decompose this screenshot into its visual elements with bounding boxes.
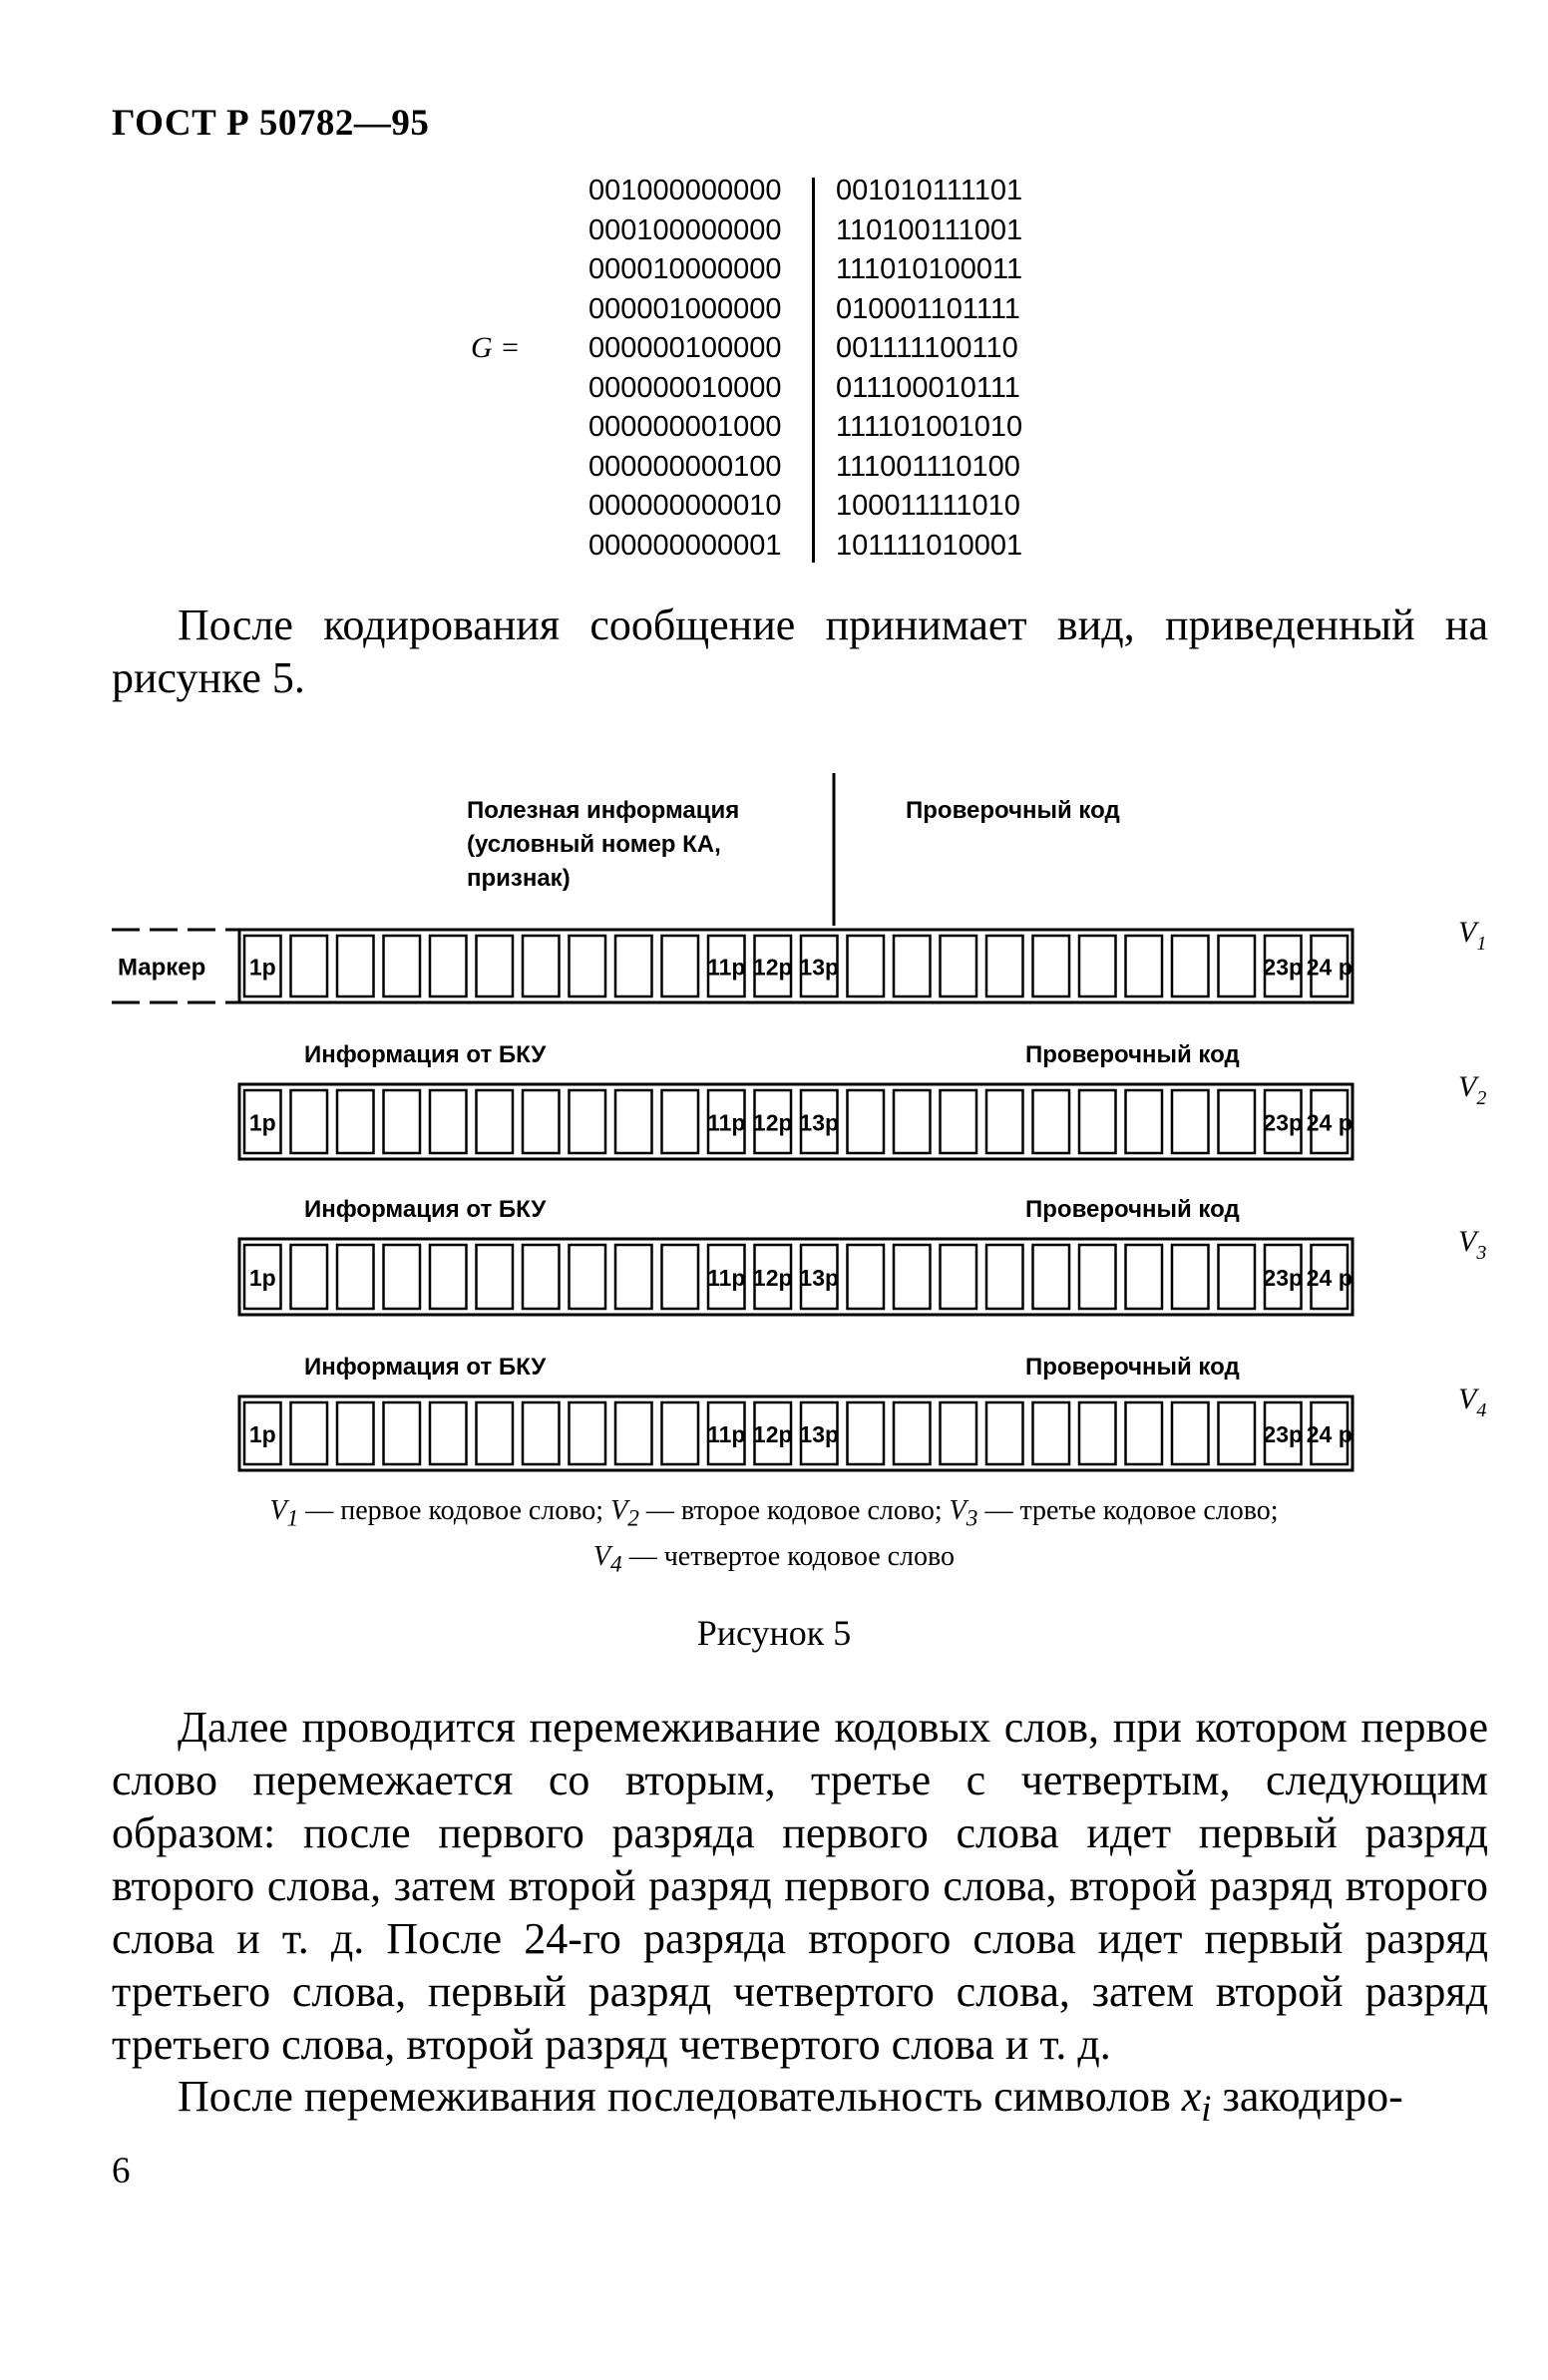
check-code-header: Проверочный код [906,797,1120,824]
bit-cell [1172,936,1209,996]
bit-cell [291,1245,328,1309]
caption-subscript: 2 [627,1505,639,1532]
codeword-label: $V_1$ [1458,916,1487,955]
matrix-identity-part [588,172,782,566]
bit-cell-label: 24 р [1306,1109,1353,1136]
matrix-row: 001111100110 [836,332,1018,364]
matrix-row: 000000100000 [588,332,782,364]
bit-cell [662,1402,699,1464]
bit-cell [1079,936,1116,996]
bit-cell [662,936,699,996]
bit-cell [1126,1245,1163,1309]
bit-cell [570,1245,606,1309]
bit-cell [1219,1090,1256,1153]
bit-cell [337,1090,374,1153]
bit-cell-label: 13р [799,1109,840,1136]
document-header: ГОСТ Р 50782—95 [112,103,430,144]
marker-label: Маркер [118,954,206,982]
caption-line-2 [0,1538,1548,1584]
caption-symbol: V [592,1540,611,1572]
matrix-row: 001000000000 [588,175,782,206]
bit-cell-label: 24 р [1306,1421,1353,1447]
bit-cell [430,1402,467,1464]
bit-cell-label: 1р [248,954,276,981]
matrix-row: 100011111010 [836,490,1020,522]
bit-cell-label: 13р [799,954,840,981]
bit-cell [615,1402,652,1464]
bit-cell [477,1245,514,1309]
info-label: Информация от БКУ [304,1196,547,1223]
bit-cell-label: 24 р [1306,954,1353,981]
bit-cell-label: 11р [707,954,746,981]
bit-cell-label: 13р [799,1265,840,1291]
bit-cell [1219,936,1256,996]
bit-cell-label: 1р [248,1109,276,1136]
bit-cell [1033,1402,1070,1464]
bit-cell-label: 12р [752,954,793,981]
bit-cell [570,936,606,996]
caption-text: — третье кодовое слово; [977,1495,1279,1526]
caption-subscript: 4 [610,1551,622,1578]
payload-header-line: Полезная информация [467,797,740,824]
paragraph-intro: После кодирования сообщение принимает вид, приведенный на рисунке 5. [112,600,1488,702]
bit-cell [1172,1245,1209,1309]
payload-header-line: признак) [467,865,571,892]
figure-caption [0,1492,1548,1583]
matrix-row: 000100000000 [588,213,782,246]
bit-cell [848,1245,885,1309]
bit-cell [384,1245,421,1309]
bit-cell [986,936,1023,996]
caption-text: — четвертое кодовое слово [621,1540,956,1572]
bit-cell [337,1245,374,1309]
matrix-row: 110100111001 [836,213,1023,246]
info-label: Информация от БКУ [304,1354,547,1381]
bit-cell [384,936,421,996]
matrix-row: 111001110100 [836,450,1020,483]
matrix-row: 111101001010 [836,411,1023,443]
bit-cell [894,1245,931,1309]
bit-cell [477,936,514,996]
bit-cell-label: 11р [707,1421,746,1447]
bit-cell-label: 12р [752,1421,793,1447]
bit-cell [384,1402,421,1464]
paragraph-text: закодиро- [1211,2072,1403,2121]
bit-cell-label: 24 р [1306,1265,1353,1291]
bit-cell-label: 11р [707,1265,746,1291]
bit-cell-label: 23р [1263,1109,1304,1136]
bit-cell [337,936,374,996]
caption-symbol: V [610,1495,628,1526]
bit-cell [1079,1090,1116,1153]
paragraph-interleaving: Далее проводится перемеживание кодовых слов, при котором первое слово перемежается со вторым, третье с четвертым, следующим образом: после первого разряда первого слова идет первый разряд второго слова, затем второй разряд первого слова, второй разряд второго слова и т. д. После 24-го разряда второго слова идет первый разряд третьего слова, первый разряд четвертого слова, затем второй разряд третьего слова, второй разряд четвертого слова и т. д. [112,1703,1488,2069]
bit-cell [570,1402,606,1464]
bit-cell [1033,936,1070,996]
figure-5-diagram [0,758,1548,1586]
figure-title: Рисунок 5 [696,1613,852,1653]
bit-cell [848,1090,885,1153]
bit-cell [1219,1402,1256,1464]
codeword-label: $V_2$ [1458,1070,1487,1109]
matrix-label: G = [471,331,521,364]
bit-cell [848,936,885,996]
matrix-row: 011100010111 [836,371,1020,404]
payload-header-line: (условный номер КА, [467,831,721,858]
codeword-frame [239,1396,1353,1470]
symbol-x: x [1181,2072,1202,2121]
bit-cell [384,1090,421,1153]
matrix-divider [812,178,815,563]
bit-cell [941,1402,977,1464]
bit-cell [986,1245,1023,1309]
matrix-row: 000010000000 [588,253,782,285]
info-label: Информация от БКУ [304,1041,547,1068]
bit-cell [1079,1245,1116,1309]
codeword-label: $V_4$ [1458,1383,1487,1421]
matrix-parity-part [836,172,1022,566]
bit-cell-label: 23р [1263,1265,1304,1291]
bit-cell [1172,1090,1209,1153]
bit-cell [523,1245,560,1309]
bit-cell [894,936,931,996]
bit-cell [337,1402,374,1464]
bit-cell [615,936,652,996]
bit-cell [615,1245,652,1309]
matrix-row: 000000000001 [588,529,782,562]
bit-cell-label: 12р [752,1109,793,1136]
caption-text: — второе кодовое слово; [638,1495,950,1526]
codeword-label: $V_3$ [1458,1225,1487,1264]
bit-cell [662,1245,699,1309]
bit-cell [941,936,977,996]
bit-cell [430,1090,467,1153]
matrix-row: 000000001000 [588,411,782,443]
bit-cell [1079,1402,1116,1464]
bit-cell [570,1090,606,1153]
bit-cell [291,1402,328,1464]
matrix-row: 111010100011 [836,253,1023,285]
matrix-row: 101111010001 [836,529,1023,562]
caption-text: — первое кодовое слово; [298,1495,611,1526]
bit-cell [1219,1245,1256,1309]
bit-cell [986,1090,1023,1153]
bit-cell [523,936,560,996]
codeword-frame [239,1239,1353,1315]
bit-cell-label: 23р [1263,1421,1304,1447]
bit-cell-label: 11р [707,1109,746,1136]
bit-cell [430,1245,467,1309]
bit-cell [894,1402,931,1464]
codeword-frame [239,1084,1353,1159]
paragraph-text: После перемеживания последовательность символов [178,2072,1182,2121]
page-number: 6 [112,2151,131,2191]
bit-cell [1033,1245,1070,1309]
paragraph-continuation [112,2070,1488,2135]
check-code-label: Проверочный код [1025,1354,1240,1381]
bit-cell [941,1245,977,1309]
matrix-row: 000000000010 [588,490,782,522]
codeword-frame [239,930,1353,1002]
caption-subscript: 3 [966,1505,978,1532]
matrix-row: 001010111101 [836,175,1023,206]
bit-cell-label: 23р [1263,954,1304,981]
bit-cell [848,1402,885,1464]
check-code-label: Проверочный код [1025,1196,1240,1223]
bit-cell-label: 13р [799,1421,840,1447]
bit-cell [986,1402,1023,1464]
bit-cell [477,1402,514,1464]
bit-cell-label: 1р [248,1421,276,1447]
bit-cell [523,1402,560,1464]
check-code-label: Проверочный код [1025,1041,1240,1068]
bit-cell [430,936,467,996]
bit-cell [941,1090,977,1153]
bit-cell [523,1090,560,1153]
bit-cell [1172,1402,1209,1464]
bit-cell [894,1090,931,1153]
matrix-row: 000000010000 [588,371,782,404]
matrix-row: 010001101111 [836,292,1020,325]
bit-cell [477,1090,514,1153]
matrix-row: 000001000000 [588,292,782,325]
bit-cell [1126,936,1163,996]
symbol-subscript: i [1201,2087,1212,2129]
bit-cell [1126,1402,1163,1464]
bit-cell-label: 12р [752,1265,793,1291]
bit-cell [615,1090,652,1153]
bit-cell [291,936,328,996]
matrix-row: 000000000100 [588,450,782,483]
caption-line-1 [0,1492,1548,1538]
bit-cell [1033,1090,1070,1153]
caption-symbol: V [269,1495,287,1526]
caption-subscript: 1 [286,1505,299,1532]
bit-cell [291,1090,328,1153]
bit-cell [662,1090,699,1153]
caption-symbol: V [949,1495,967,1526]
bit-cell [1126,1090,1163,1153]
bit-cell-label: 1р [248,1265,276,1291]
